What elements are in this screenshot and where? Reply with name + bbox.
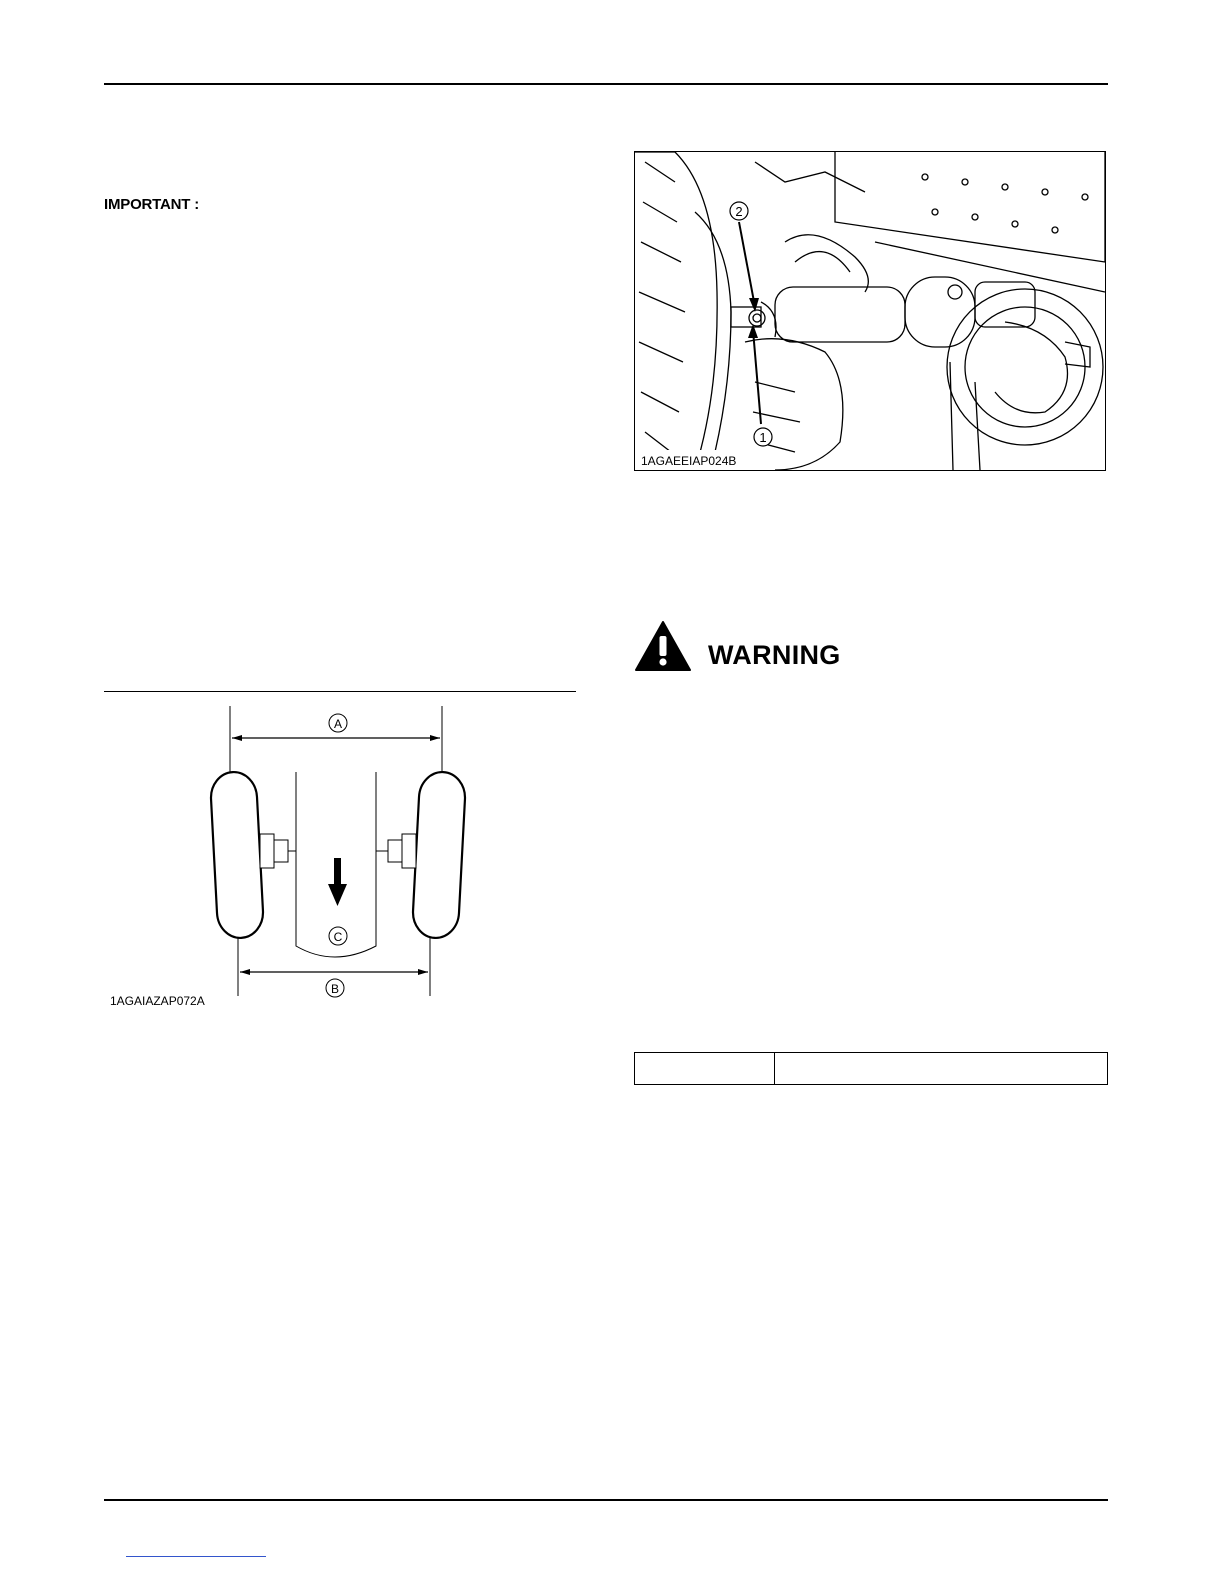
label-a: A: [333, 717, 343, 731]
label-c: C: [333, 930, 343, 944]
important-label: IMPORTANT :: [104, 196, 200, 213]
warning-label: WARNING: [708, 640, 841, 670]
header-rule: [104, 83, 1108, 85]
spec-table: [634, 1052, 1108, 1085]
footer-rule: [104, 1499, 1108, 1501]
label-b: B: [330, 982, 340, 996]
footer-link-underline[interactable]: [126, 1556, 266, 1557]
warning-triangle-icon: [634, 620, 692, 672]
callout-1: 1: [759, 430, 767, 445]
tie-rod-drawing: [635, 152, 1105, 470]
toe-in-figure: [104, 692, 576, 1012]
callout-2: 2: [735, 204, 743, 219]
warning-heading: [634, 620, 841, 672]
spec-table-left-cell: [635, 1053, 775, 1084]
tie-rod-figure: [634, 151, 1106, 471]
toe-in-diagram: [104, 692, 576, 1012]
spec-table-right-cell: [775, 1053, 1107, 1084]
tie-rod-figure-code: 1AGAEEIAP024B: [641, 454, 737, 468]
toe-in-figure-code: 1AGAIAZAP072A: [110, 994, 205, 1008]
